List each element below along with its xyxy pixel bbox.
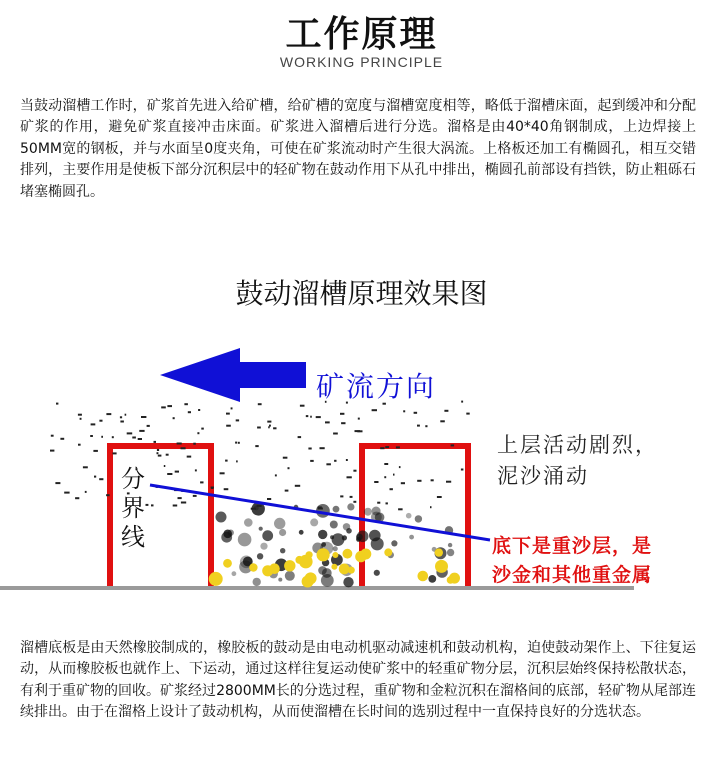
light-particle	[158, 455, 162, 457]
light-particle	[226, 413, 230, 415]
heavy-particle	[223, 530, 232, 539]
light-particle	[51, 435, 54, 437]
light-particle	[188, 411, 191, 413]
light-particle	[340, 495, 343, 497]
light-particle	[318, 506, 322, 508]
outro-paragraph: 溜槽底板是由天然橡胶制成的，橡胶板的鼓动是由电动机驱动减速机和鼓动机构，迫使鼓动架作上、下往复运动，从而橡胶板也就作上、下运动，通过这样往复运动使矿浆中的轻重矿物分层，沉积层始终保持松散状态，有利于重矿物的回收。矿浆经过2800MM长的分选过程，重矿物和金粒沉积在溜格间的底部，轻矿物从尾部连续排出。由于在溜格上设计了鼓动机构，从而使溜槽在长时间的选别过程中一直保持良好的分选状态。	[20, 640, 696, 721]
light-particle	[346, 459, 348, 461]
flow-arrow-icon	[160, 348, 306, 402]
light-particle	[466, 413, 469, 415]
light-particle	[350, 496, 353, 498]
light-particle	[90, 435, 93, 437]
heavy-particle	[333, 546, 338, 551]
light-particle	[396, 446, 400, 448]
light-particle	[211, 487, 214, 489]
light-particle	[141, 416, 146, 418]
heavy-layer-label-line1: 底下是重沙层，是	[492, 535, 653, 557]
light-particle	[236, 419, 239, 421]
light-particle	[157, 452, 159, 454]
light-particle	[444, 410, 448, 412]
light-particle	[198, 409, 200, 411]
light-particle	[238, 442, 240, 444]
gold-particle	[223, 559, 232, 568]
light-particle	[393, 474, 395, 476]
light-particle	[380, 447, 384, 449]
light-particle	[226, 425, 231, 427]
light-particle	[273, 427, 276, 429]
light-particle	[231, 407, 233, 409]
gold-particle	[209, 572, 223, 586]
light-particle	[255, 445, 258, 447]
light-particle	[414, 412, 418, 414]
light-particle	[285, 490, 289, 492]
light-particle	[99, 478, 103, 480]
light-particle	[386, 502, 388, 504]
light-particle	[181, 502, 186, 504]
light-particle	[295, 485, 300, 487]
light-particle	[325, 421, 330, 423]
heavy-particle	[391, 540, 397, 546]
light-particle	[197, 432, 199, 434]
light-particle	[430, 506, 432, 508]
light-particle	[310, 416, 312, 418]
diagram-title: 鼓动溜槽原理效果图	[235, 277, 488, 310]
heavy-particle	[280, 548, 285, 553]
light-particle	[320, 447, 325, 449]
light-particle	[195, 469, 197, 471]
intro-paragraph: 当鼓动溜槽工作时，矿浆首先进入给矿槽，给矿槽的宽度与溜槽宽度相等，略低于溜槽床面，起到缓冲和分配矿浆的作用，避免矿浆直接冲击床面。矿浆进入溜槽后进行分选。溜格是由40*40角钢制成，上边焊接上50MM宽的钢板，并与水面呈0度夹角，可使在矿浆流动时产生很大涡流。上格板还加工有椭圆孔，相互交错排列，主要作用是使板下部分沉积层中的轻矿物在鼓动作用下从孔中排出，椭圆孔前部设有挡铁，防止粗砾石堵塞椭圆孔。	[20, 98, 696, 200]
light-particle	[224, 488, 229, 490]
heavy-particle	[310, 518, 318, 526]
heavy-particle	[274, 518, 285, 529]
light-particle	[166, 454, 169, 456]
light-particle	[200, 481, 203, 483]
light-particle	[78, 444, 81, 446]
gold-particle	[435, 560, 448, 573]
light-particle	[353, 470, 356, 472]
heavy-particle	[330, 521, 338, 529]
light-particle	[78, 414, 82, 416]
light-particle	[161, 406, 166, 408]
light-particle	[333, 433, 338, 435]
light-particle	[283, 457, 288, 459]
light-particle	[193, 443, 196, 445]
light-particle	[64, 492, 69, 494]
gold-particle	[317, 548, 330, 561]
heavy-particle	[406, 513, 412, 519]
gold-particle	[284, 560, 295, 571]
light-particle	[147, 425, 150, 427]
gold-particle	[384, 548, 392, 556]
light-particle	[93, 450, 98, 452]
light-particle	[101, 436, 103, 438]
heavy-particle	[448, 543, 452, 547]
light-particle	[167, 405, 172, 407]
light-particle	[201, 428, 204, 430]
light-particle	[353, 501, 356, 503]
gold-particle	[418, 571, 429, 582]
light-particle	[326, 463, 331, 465]
light-particle	[85, 491, 87, 493]
light-particle	[164, 465, 166, 467]
gold-particle	[343, 549, 353, 559]
light-particle	[75, 497, 79, 499]
light-particle	[267, 421, 271, 423]
light-particle	[417, 480, 421, 482]
light-particle	[225, 460, 228, 462]
heavy-particle	[369, 530, 381, 542]
heavy-particle	[259, 527, 263, 531]
light-particle	[99, 420, 102, 422]
light-particle	[94, 476, 96, 478]
light-particle	[120, 421, 124, 423]
light-particle	[316, 416, 321, 418]
light-particle	[425, 425, 427, 427]
light-particle	[127, 432, 133, 434]
light-particle	[417, 425, 420, 427]
light-particle	[138, 438, 142, 440]
light-particle	[288, 467, 290, 469]
heavy-particle	[262, 530, 273, 541]
light-particle	[178, 497, 182, 499]
light-particle	[398, 508, 403, 510]
heavy-particle	[238, 533, 252, 547]
heavy-layer-label-line2: 沙金和其他重金属	[492, 564, 653, 586]
page-subtitle: WORKING PRINCIPLE	[279, 54, 444, 70]
light-particle	[374, 481, 378, 483]
heavy-particle	[279, 529, 286, 536]
light-particle	[132, 437, 136, 439]
upper-layer-label-line2: 泥沙涌动	[497, 464, 589, 488]
light-particle	[181, 447, 186, 449]
light-particle	[446, 481, 451, 483]
heavy-particle	[333, 506, 340, 513]
light-particle	[347, 476, 352, 478]
heavy-particle	[299, 530, 304, 535]
light-particle	[403, 410, 405, 412]
light-particle	[257, 505, 262, 507]
heavy-particle	[428, 575, 436, 583]
light-particle	[80, 418, 82, 420]
light-particle	[177, 443, 182, 445]
light-particle	[300, 405, 305, 407]
upper-layer-label	[497, 430, 658, 492]
light-particle	[298, 436, 302, 438]
light-particle	[106, 494, 110, 496]
heavy-particle	[260, 543, 267, 550]
light-particle	[451, 444, 455, 446]
heavy-particle	[356, 537, 361, 542]
heavy-particle	[244, 518, 253, 527]
light-particle	[341, 422, 345, 424]
light-particle	[157, 449, 159, 451]
light-particle	[125, 414, 127, 416]
heavy-particle	[343, 577, 353, 587]
gold-particle	[299, 555, 313, 569]
light-particle	[384, 463, 388, 465]
light-particle	[55, 482, 60, 484]
light-particle	[461, 401, 463, 403]
light-particle	[139, 430, 144, 432]
light-particle	[167, 473, 172, 475]
gold-particle	[339, 564, 350, 575]
light-particle	[269, 425, 271, 427]
light-particle	[372, 409, 377, 411]
light-particle	[355, 430, 361, 432]
light-particle	[106, 413, 111, 415]
gold-particle	[249, 563, 257, 571]
light-particle	[184, 403, 188, 405]
light-particle	[112, 436, 114, 438]
heavy-particle	[409, 535, 414, 540]
light-particle	[334, 460, 336, 462]
light-particle	[401, 482, 405, 484]
light-particle	[120, 416, 122, 418]
boundary-label: 分界线	[121, 465, 145, 551]
light-particle	[385, 446, 389, 448]
heavy-particle	[253, 578, 261, 586]
page-title: 工作原理	[285, 14, 438, 55]
light-particle	[235, 442, 237, 444]
heavy-particle	[278, 578, 282, 582]
gold-particle	[262, 565, 273, 576]
heavy-particle	[285, 571, 295, 581]
light-particle	[193, 495, 197, 497]
heavy-particle	[347, 503, 354, 510]
light-particle	[340, 413, 344, 415]
light-particle	[83, 466, 88, 468]
light-particle	[306, 415, 309, 417]
light-particle	[187, 456, 192, 458]
flow-direction-label: 矿流方向	[316, 370, 437, 403]
light-particle	[220, 472, 225, 474]
gold-particle	[302, 576, 314, 588]
light-particle	[113, 452, 117, 454]
heavy-particle	[318, 530, 327, 539]
gold-particle	[332, 552, 338, 558]
light-particle	[310, 460, 314, 462]
light-particle	[56, 403, 58, 405]
light-particle	[275, 474, 277, 476]
light-particle	[175, 471, 179, 473]
light-particle	[431, 479, 434, 481]
heavy-particle	[257, 553, 263, 559]
light-particle	[377, 502, 380, 504]
light-particle	[358, 418, 360, 420]
light-particle	[390, 488, 393, 490]
upper-layer-label-line1: 上层活动剧烈，	[497, 433, 658, 457]
gold-particle	[435, 548, 443, 556]
light-particle	[251, 508, 256, 510]
gold-particle	[447, 576, 454, 583]
light-particle	[60, 438, 64, 440]
light-particle	[151, 504, 154, 506]
light-particle	[461, 469, 464, 471]
heavy-particle	[374, 570, 380, 576]
heavy-particle	[343, 523, 350, 530]
heavy-particle	[415, 515, 422, 522]
light-particle	[257, 427, 261, 429]
gold-particle	[331, 564, 337, 570]
light-particle	[267, 498, 271, 500]
light-particle	[236, 460, 238, 462]
heavy-particle	[332, 533, 345, 546]
light-particle	[154, 441, 157, 443]
light-particle	[384, 476, 386, 478]
light-particle	[173, 417, 175, 419]
light-particle	[437, 496, 442, 498]
heavy-particle	[216, 512, 227, 523]
light-particle	[173, 505, 178, 507]
gold-particle	[355, 551, 366, 562]
light-particle	[258, 403, 262, 405]
light-particle	[308, 448, 311, 450]
heavy-particle	[232, 571, 237, 576]
light-particle	[50, 450, 54, 452]
heavy-layer-label	[492, 532, 652, 590]
heavy-particle	[321, 574, 334, 587]
heavy-particle	[447, 549, 454, 556]
light-particle	[440, 420, 445, 422]
light-particle	[399, 466, 401, 468]
light-particle	[91, 423, 96, 425]
heavy-particle	[364, 508, 372, 516]
